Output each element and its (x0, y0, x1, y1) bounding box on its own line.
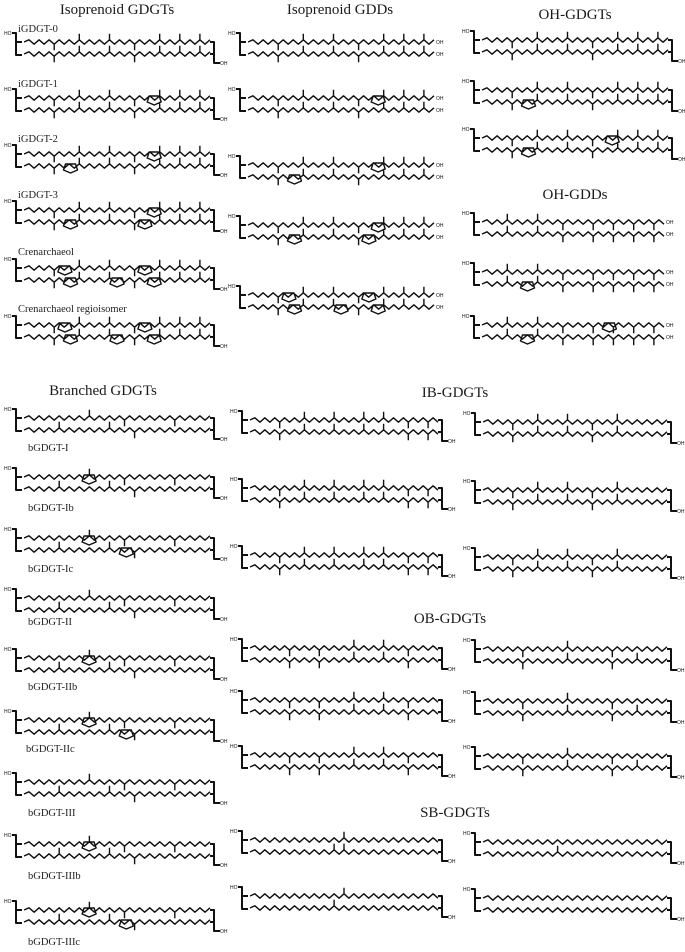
section-title-ob-gdgts: OB-GDGTs (413, 611, 487, 627)
lipid-structure (230, 885, 456, 922)
section-title-sb-gdgts: SB-GDGTs (420, 805, 490, 821)
svg-text:OH: OH (448, 667, 456, 673)
lipid-structure (4, 143, 228, 180)
molecule-label: bGDGT-IIIb (28, 871, 81, 882)
svg-text:HO: HO (4, 466, 12, 472)
svg-text:HO: HO (463, 745, 471, 751)
svg-text:OH: OH (678, 59, 685, 65)
svg-text:HO: HO (4, 647, 12, 653)
svg-text:OH: OH (436, 175, 444, 181)
svg-text:OH: OH (220, 437, 228, 443)
svg-text:OH: OH (220, 117, 228, 123)
molecule-label: iGDGT-2 (18, 134, 58, 145)
lipid-structure (230, 637, 456, 674)
svg-text:OH: OH (220, 344, 228, 350)
lipid-structure (463, 745, 685, 782)
svg-text:HO: HO (463, 546, 471, 552)
svg-text:OH: OH (448, 859, 456, 865)
svg-text:OH: OH (666, 220, 674, 226)
section-title-isoprenoid-gdgts: Isoprenoid GDGTs (59, 2, 175, 18)
svg-text:OH: OH (678, 109, 685, 115)
svg-text:HO: HO (462, 29, 470, 35)
svg-text:OH: OH (677, 441, 685, 447)
lipid-structure (4, 314, 228, 351)
lipid-structure (462, 212, 680, 248)
lipid-structure (463, 479, 685, 516)
svg-text:HO: HO (4, 143, 12, 149)
lipid-structure (463, 887, 685, 924)
lipid-structure (4, 199, 228, 236)
svg-text:OH: OH (220, 496, 228, 502)
lipid-structure (462, 127, 685, 164)
svg-text:HO: HO (230, 744, 238, 750)
svg-text:HO: HO (4, 407, 12, 413)
svg-text:HO: HO (4, 587, 12, 593)
svg-text:OH: OH (220, 61, 228, 67)
lipid-structure (228, 215, 450, 251)
lipid-structure (462, 262, 680, 298)
lipid-structure (4, 709, 228, 746)
svg-text:HO: HO (228, 214, 236, 220)
svg-text:HO: HO (463, 638, 471, 644)
svg-text:OH: OH (677, 668, 685, 674)
svg-text:OH: OH (436, 108, 444, 114)
molecule-label: bGDGT-IIb (28, 682, 78, 693)
lipid-structure (4, 833, 228, 870)
svg-text:OH: OH (220, 863, 228, 869)
svg-text:HO: HO (462, 314, 470, 320)
lipid-structure (228, 155, 450, 191)
svg-text:OH: OH (677, 861, 685, 867)
svg-text:HO: HO (4, 527, 12, 533)
molecule-label: bGDGT-III (28, 808, 76, 819)
svg-text:HO: HO (228, 87, 236, 93)
lipid-structure (4, 31, 228, 68)
svg-text:OH: OH (448, 915, 456, 921)
svg-text:OH: OH (220, 617, 228, 623)
section-title-branched-gdgts: Branched GDGTs (49, 383, 157, 399)
svg-text:HO: HO (228, 284, 236, 290)
section-title-oh-gdgts: OH-GDGTs (538, 7, 612, 23)
svg-text:HO: HO (463, 887, 471, 893)
svg-text:HO: HO (463, 411, 471, 417)
lipid-structure (228, 88, 450, 124)
lipid-structure (4, 899, 228, 936)
molecule-label: bGDGT-Ib (28, 503, 74, 514)
svg-text:OH: OH (448, 719, 456, 725)
lipid-structure (230, 409, 456, 446)
lipid-structure (463, 690, 685, 727)
svg-text:OH: OH (220, 229, 228, 235)
svg-text:HO: HO (4, 199, 12, 205)
svg-text:HO: HO (4, 899, 12, 905)
svg-text:HO: HO (462, 79, 470, 85)
svg-text:HO: HO (230, 829, 238, 835)
molecule-label: iGDGT-1 (18, 79, 58, 90)
svg-text:HO: HO (463, 831, 471, 837)
svg-text:OH: OH (220, 801, 228, 807)
svg-text:OH: OH (448, 774, 456, 780)
lipid-structure (230, 544, 456, 581)
svg-text:HO: HO (230, 637, 238, 643)
svg-text:HO: HO (230, 689, 238, 695)
svg-text:OH: OH (436, 293, 444, 299)
section-title-ib-gdgts: IB-GDGTs (421, 385, 489, 401)
svg-text:OH: OH (436, 40, 444, 46)
svg-text:OH: OH (436, 163, 444, 169)
svg-text:HO: HO (462, 261, 470, 267)
svg-text:HO: HO (4, 257, 12, 263)
molecule-label: Crenarchaeol (18, 247, 74, 258)
lipid-structure (4, 466, 228, 503)
svg-text:OH: OH (436, 235, 444, 241)
molecule-label: bGDGT-IIc (26, 744, 75, 755)
section-title-oh-gdds: OH-GDDs (542, 187, 608, 203)
svg-text:OH: OH (448, 439, 456, 445)
molecule-label: bGDGT-IIIc (28, 937, 81, 948)
molecule-label: bGDGT-I (28, 443, 69, 454)
svg-text:OH: OH (436, 305, 444, 311)
svg-text:OH: OH (666, 323, 674, 329)
lipid-structure (463, 638, 685, 675)
svg-text:HO: HO (230, 409, 238, 415)
svg-text:OH: OH (220, 929, 228, 935)
lipid-structure (463, 831, 685, 868)
molecule-label: iGDGT-3 (18, 190, 58, 201)
molecule-label: bGDGT-Ic (28, 564, 74, 575)
lipid-structure (230, 744, 456, 781)
svg-text:HO: HO (4, 87, 12, 93)
molecule-label: Crenarchaeol regioisomer (18, 304, 127, 315)
lipid-structure (4, 647, 228, 684)
svg-text:HO: HO (228, 154, 236, 160)
svg-text:HO: HO (4, 31, 12, 37)
lipid-structure (462, 315, 680, 351)
lipid-structure (230, 829, 456, 866)
svg-text:HO: HO (462, 211, 470, 217)
section-title-isoprenoid-gdds: Isoprenoid GDDs (286, 2, 394, 18)
svg-text:HO: HO (4, 771, 12, 777)
svg-text:OH: OH (220, 677, 228, 683)
svg-text:OH: OH (220, 173, 228, 179)
svg-text:OH: OH (666, 282, 674, 288)
svg-text:OH: OH (678, 157, 685, 163)
lipid-structure (463, 546, 685, 583)
svg-text:HO: HO (228, 31, 236, 37)
svg-text:OH: OH (677, 576, 685, 582)
svg-text:OH: OH (666, 232, 674, 238)
svg-text:OH: OH (666, 270, 674, 276)
svg-text:HO: HO (463, 690, 471, 696)
svg-text:HO: HO (4, 314, 12, 320)
lipid-structure (230, 477, 456, 514)
lipid-structure (463, 411, 685, 448)
lipid-structure (4, 527, 228, 564)
svg-text:OH: OH (666, 335, 674, 341)
molecule-label: bGDGT-II (28, 617, 72, 628)
svg-text:OH: OH (436, 96, 444, 102)
lipid-structure (228, 32, 450, 68)
lipid-structure (4, 587, 228, 624)
svg-text:OH: OH (220, 557, 228, 563)
svg-text:HO: HO (230, 477, 238, 483)
svg-text:HO: HO (4, 833, 12, 839)
svg-text:OH: OH (448, 574, 456, 580)
lipid-structure (462, 79, 685, 116)
svg-text:HO: HO (230, 885, 238, 891)
molecule-label: iGDGT-0 (18, 24, 58, 35)
svg-text:HO: HO (462, 127, 470, 133)
svg-text:HO: HO (4, 709, 12, 715)
lipid-structure (4, 771, 228, 808)
lipid-structure (4, 257, 228, 294)
svg-text:OH: OH (677, 917, 685, 923)
svg-text:OH: OH (220, 287, 228, 293)
lipid-structure (228, 285, 450, 321)
svg-text:OH: OH (448, 507, 456, 513)
lipid-structure (230, 689, 456, 726)
lipid-structure (4, 87, 228, 124)
lipid-structure (4, 407, 228, 444)
svg-text:HO: HO (463, 479, 471, 485)
svg-text:HO: HO (230, 544, 238, 550)
svg-text:OH: OH (436, 52, 444, 58)
svg-text:OH: OH (436, 223, 444, 229)
svg-text:OH: OH (677, 509, 685, 515)
svg-text:OH: OH (677, 775, 685, 781)
svg-text:OH: OH (677, 720, 685, 726)
svg-text:OH: OH (220, 739, 228, 745)
lipid-structure (462, 29, 685, 66)
